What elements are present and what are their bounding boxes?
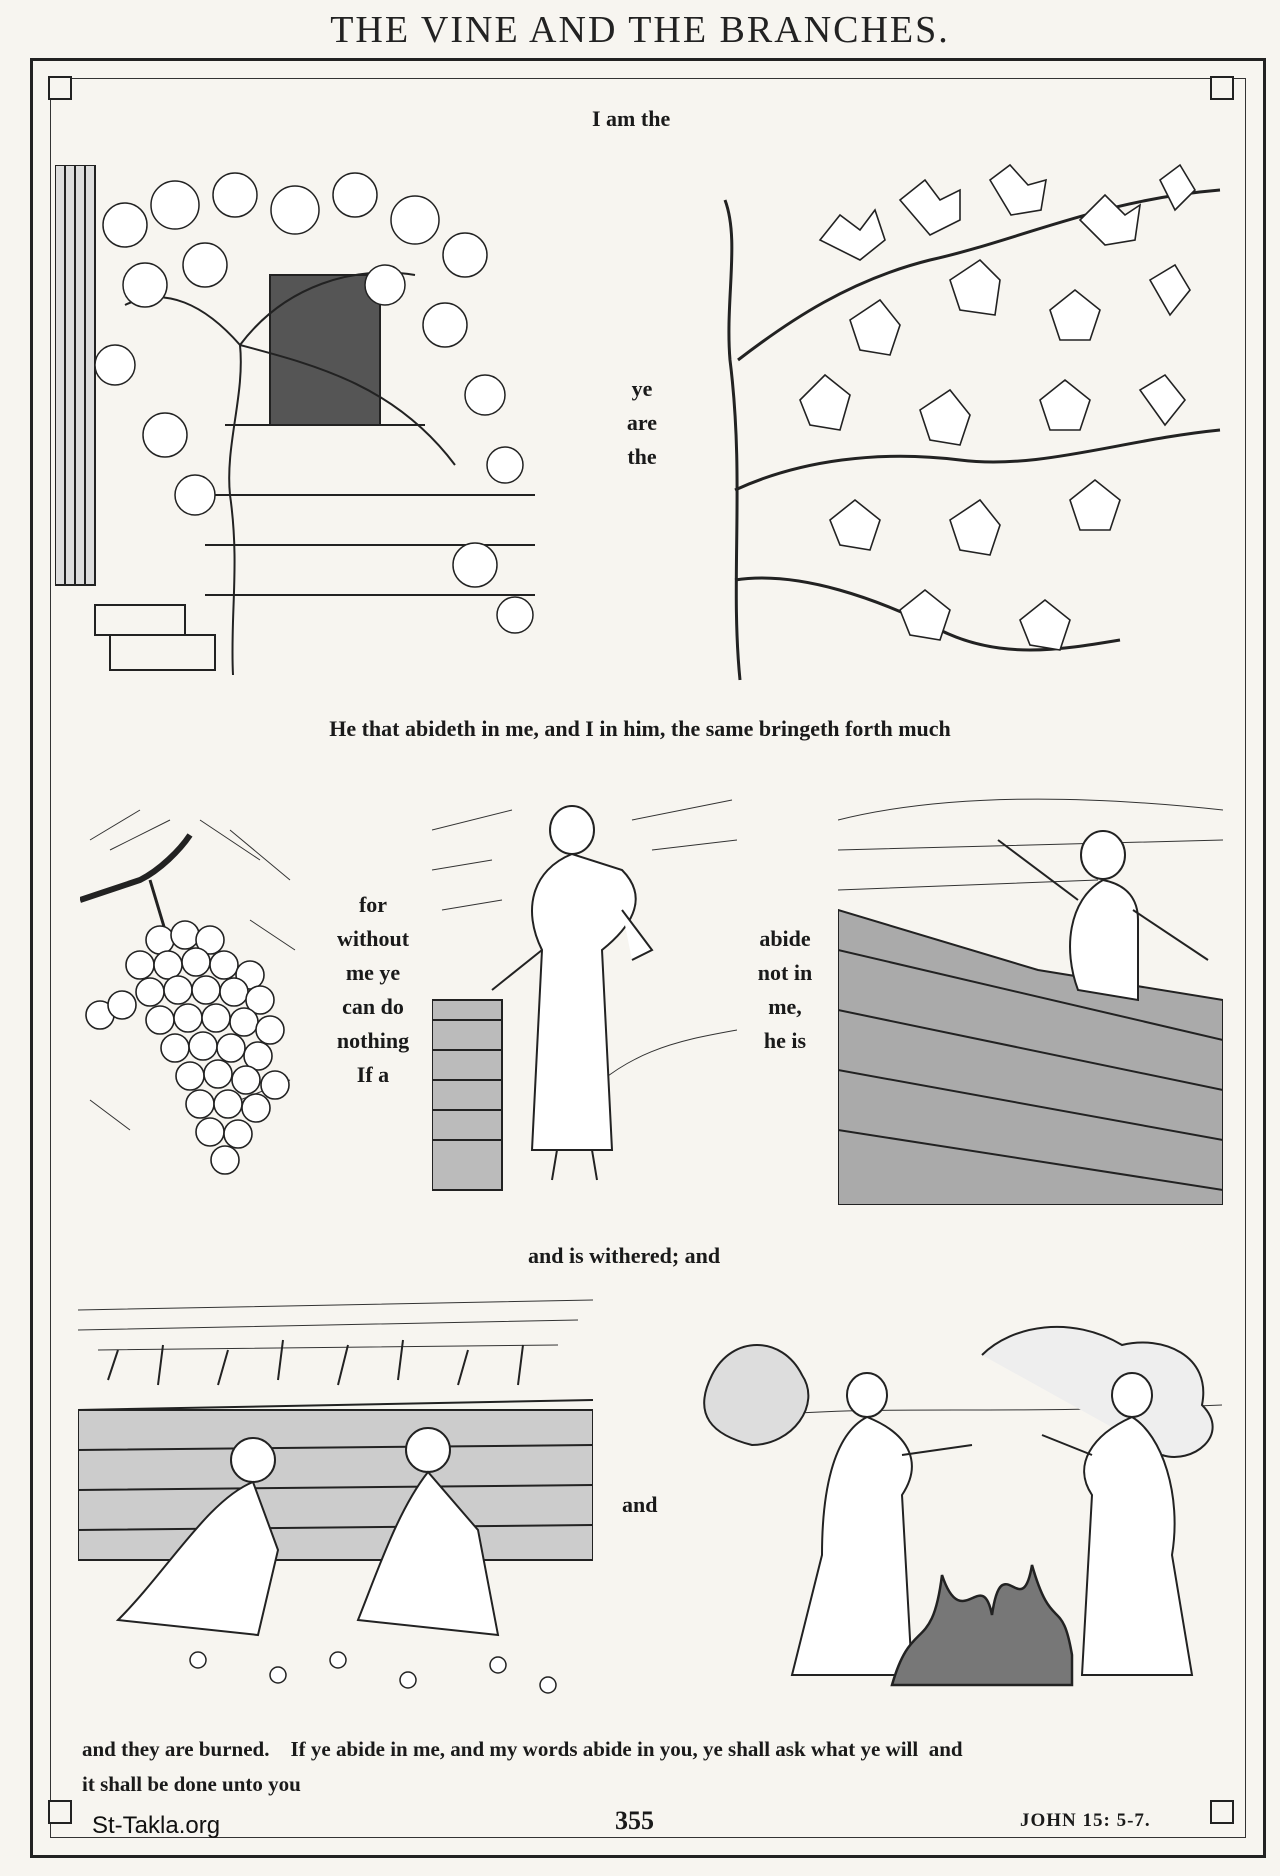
corner-ornament-top-right [1210, 76, 1234, 100]
caption-word: can do [342, 994, 404, 1019]
caption-abide-not-in [745, 922, 825, 1058]
caption-word: ye [631, 376, 653, 401]
caption-word: are [626, 410, 658, 435]
caption-i-am-the: I am the [592, 106, 671, 131]
vine-house-drawing [55, 165, 575, 690]
page-number: 355 [615, 1806, 654, 1835]
caption-word: If a [356, 1062, 390, 1087]
scripture-reference: JOHN 15: 5-7. [1020, 1810, 1151, 1831]
caption-word: me ye [345, 960, 401, 985]
corner-ornament-bottom-left [48, 1800, 72, 1824]
caption-word: he is [763, 1028, 807, 1053]
grape-cluster-drawing [80, 800, 305, 1200]
caption-bottom-line-1: and they are burned. If ye abide in me, and my words abide in you, ye shall ask what ye will and [82, 1737, 963, 1761]
caption-word: without [336, 926, 410, 951]
caption-withered: and is withered; and [528, 1243, 721, 1268]
caption-word: me, [768, 994, 802, 1019]
caption-bottom-line-2: it shall be done unto you [82, 1772, 301, 1796]
illustration-vine-branch [700, 160, 1240, 690]
corner-ornament-bottom-right [1210, 1800, 1234, 1824]
caption-and: and [622, 1492, 658, 1517]
vine-branch-drawing [700, 160, 1240, 690]
caption-word: the [627, 444, 657, 469]
illustration-man-pointing [838, 790, 1223, 1205]
caption-ye-are-the [612, 372, 672, 474]
caption-abideth-line: He that abideth in me, and I in him, the same bringeth forth much [329, 716, 951, 741]
illustration-grape-cluster [80, 800, 305, 1200]
site-watermark: St-Takla.org [92, 1812, 221, 1839]
caption-word: abide [759, 926, 811, 951]
burning-drawing [692, 1315, 1222, 1715]
gatherers-drawing [78, 1290, 593, 1710]
page-title: THE VINE AND THE BRANCHES. [330, 9, 950, 51]
caption-for-without-me [318, 888, 428, 1092]
illustration-man-beside-wall [432, 790, 737, 1200]
corner-ornament-top-left [48, 76, 72, 100]
caption-word: for [358, 892, 388, 917]
caption-word: nothing [336, 1028, 410, 1053]
illustration-vine-house [55, 165, 575, 690]
illustration-burning [692, 1315, 1222, 1715]
man-wall-drawing [432, 790, 737, 1200]
caption-word: not in [757, 960, 813, 985]
illustration-gatherers [78, 1290, 593, 1710]
man-pointing-drawing [838, 790, 1223, 1205]
